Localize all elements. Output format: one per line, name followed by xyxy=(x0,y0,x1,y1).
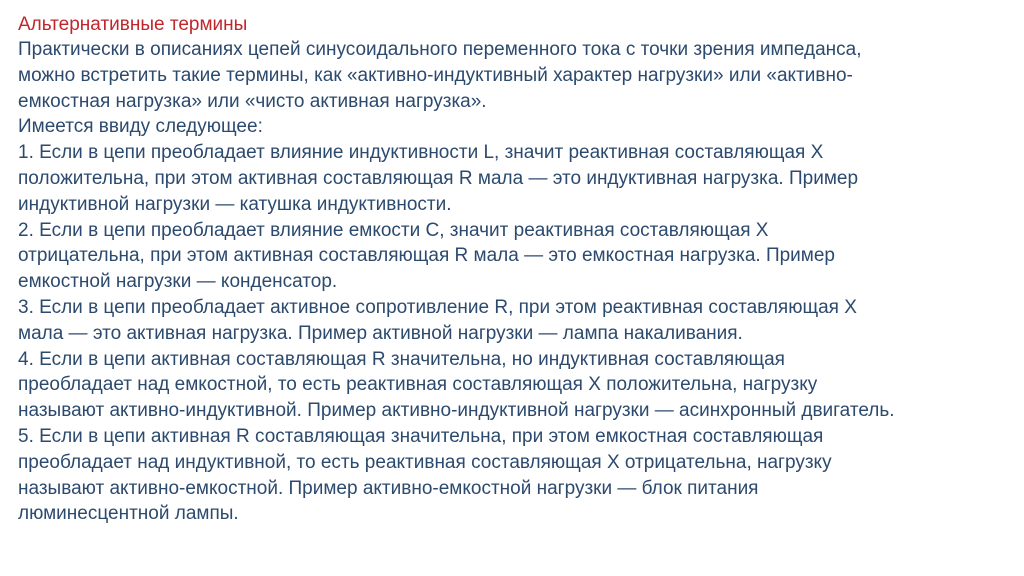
text-line: 4. Если в цепи активная составляющая R значительна, но индуктивная составляющая xyxy=(18,348,785,370)
text-line: отрицательна, при этом активная составляющая R мала — это емкостная нагрузка. Пример xyxy=(18,245,835,267)
slide-title: Альтернативные термины xyxy=(18,14,248,35)
text-line: преобладает над индуктивной, то есть реактивная составляющая X отрицательна, нагрузку xyxy=(18,451,832,473)
text-line: преобладает над емкостной, то есть реактивная составляющая X положительна, нагрузку xyxy=(18,374,818,396)
text-line: называют активно-емкостной. Пример активно-емкостной нагрузки — блок питания xyxy=(18,477,759,499)
text-line: 2. Если в цепи преобладает влияние емкости C, значит реактивная составляющая X xyxy=(18,219,769,241)
text-line: мала — это активная нагрузка. Пример активной нагрузки — лампа накаливания. xyxy=(18,322,743,344)
text-line: 1. Если в цепи преобладает влияние индуктивности L, значит реактивная составляющая X xyxy=(18,142,824,164)
text-line: емкостной нагрузки — конденсатор. xyxy=(18,271,338,293)
slide-body xyxy=(18,37,1006,527)
text-line: 3. Если в цепи преобладает активное сопротивление R, при этом реактивная составляющая X xyxy=(18,296,857,318)
text-line: называют активно-индуктивной. Пример активно-индуктивной нагрузки — асинхронный двигатель. xyxy=(18,400,895,422)
text-line: Имеется ввиду следующее: xyxy=(18,116,263,138)
text-line: Практически в описаниях цепей синусоидального переменного тока с точки зрения импеданса, xyxy=(18,39,862,60)
text-line: люминесцентной лампы. xyxy=(18,503,239,525)
text-line: 5. Если в цепи активная R составляющая значительна, при этом емкостная составляющая xyxy=(18,425,824,447)
text-line: можно встретить такие термины, как «активно-индуктивный характер нагрузки» или «активно- xyxy=(18,64,853,86)
text-line: положительна, при этом активная составляющая R мала — это индуктивная нагрузка. Пример xyxy=(18,167,859,189)
text-line: емкостная нагрузка» или «чисто активная нагрузка». xyxy=(18,90,487,112)
text-line: индуктивной нагрузки — катушка индуктивности. xyxy=(18,193,452,215)
